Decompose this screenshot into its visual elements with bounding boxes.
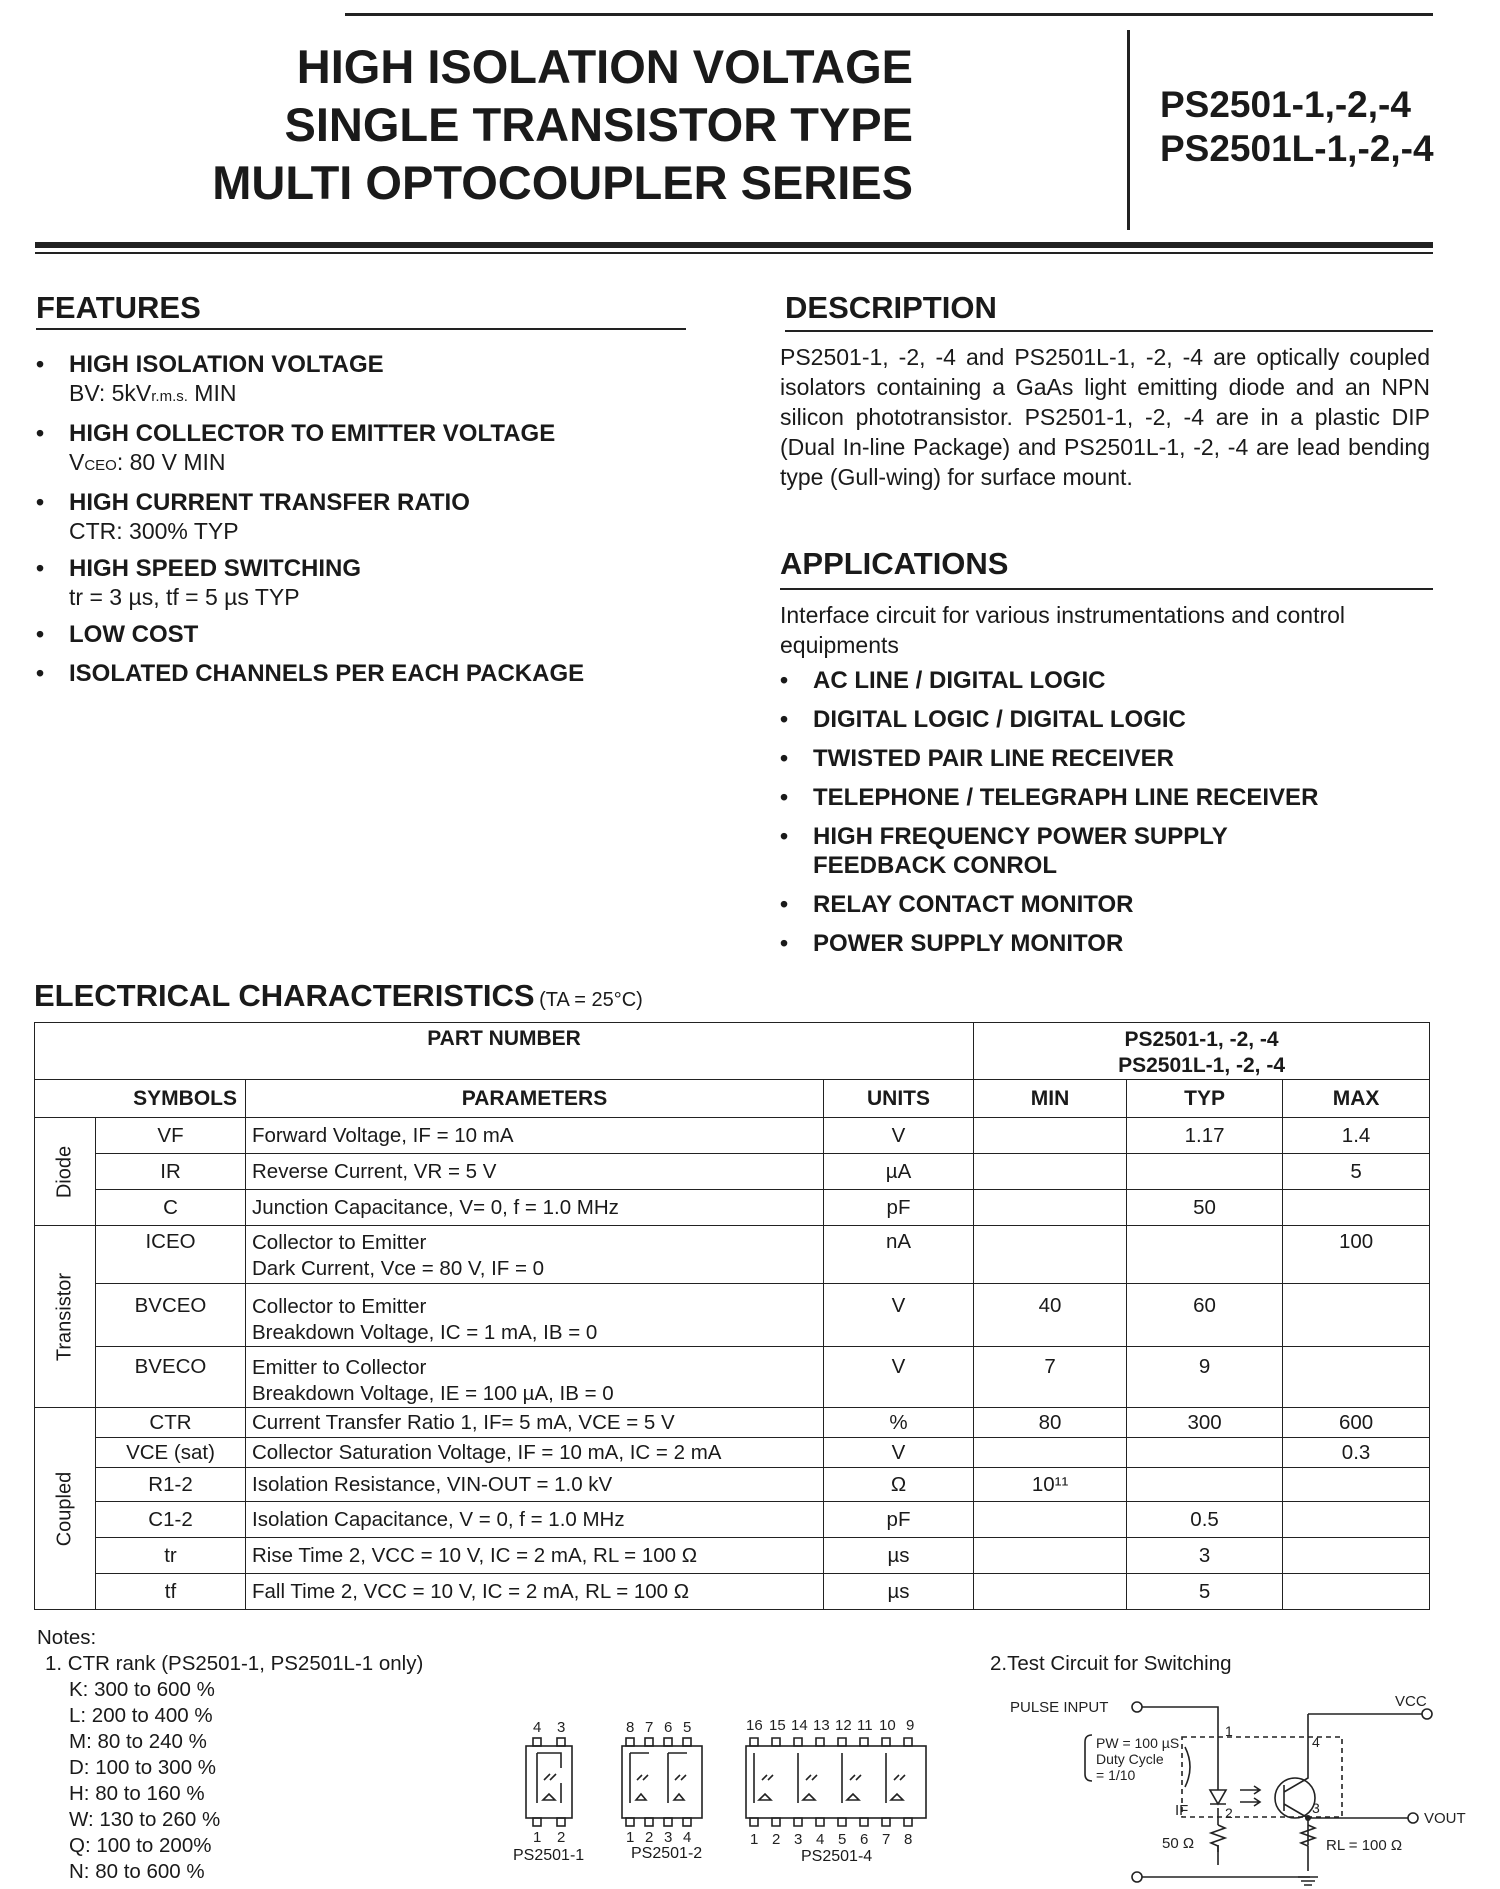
pin-number: 8 xyxy=(904,1831,913,1848)
cell-unit: Ω xyxy=(824,1468,974,1502)
package-body xyxy=(526,1746,572,1818)
pin-number: 6 xyxy=(860,1831,869,1848)
cell-typ: 1.17 xyxy=(1127,1118,1283,1154)
pin-number: 4 xyxy=(816,1831,825,1848)
document-title xyxy=(212,38,913,212)
pin-stub xyxy=(645,1818,653,1826)
cell-max xyxy=(1283,1574,1430,1610)
cell-parameter: Junction Capacitance, V= 0, f = 1.0 MHz xyxy=(246,1190,824,1226)
cell-typ: 3 xyxy=(1127,1538,1283,1574)
light-arrows xyxy=(544,1774,556,1780)
pin-stub xyxy=(683,1738,691,1746)
feature-item: • LOW COST xyxy=(36,620,676,649)
application-item: • DIGITAL LOGIC / DIGITAL LOGIC xyxy=(780,705,1430,734)
cell-min xyxy=(974,1118,1127,1154)
transistor-body xyxy=(1275,1778,1315,1818)
cell-parameter-line: Breakdown Voltage, IE = 100 µA, IB = 0 xyxy=(252,1382,614,1405)
part-number-label: PART NUMBER xyxy=(35,1023,974,1080)
cell-max xyxy=(1283,1538,1430,1574)
cell-typ: 60 xyxy=(1127,1284,1283,1347)
package-label: PS2501-4 xyxy=(801,1848,873,1865)
pin-number: 1 xyxy=(533,1829,542,1846)
part-numbers xyxy=(1160,83,1434,171)
circuit-pin-number: 2 xyxy=(1225,1805,1233,1821)
cell-symbol: VF xyxy=(96,1118,246,1154)
group-label-text: Coupled xyxy=(53,1471,76,1546)
header-bottom-rule xyxy=(35,242,1433,248)
table-row xyxy=(35,1468,1430,1502)
cell-typ xyxy=(1127,1154,1283,1190)
part-number-1: PS2501-1,-2,-4 xyxy=(1160,84,1411,125)
table-row xyxy=(35,1118,1430,1154)
cell-min: 10¹¹ xyxy=(974,1468,1127,1502)
feature-item: • HIGH ISOLATION VOLTAGE BV: 5kVr.m.s. MIN xyxy=(36,350,676,411)
circuit-duty: Duty Cycle xyxy=(1096,1751,1164,1767)
pin-number: 14 xyxy=(791,1717,808,1734)
pin-stub xyxy=(683,1818,691,1826)
package-ps2501-2 xyxy=(622,1738,702,1826)
group-label-text: Transistor xyxy=(53,1272,76,1361)
application-item: • TELEPHONE / TELEGRAPH LINE RECEIVER xyxy=(780,783,1430,812)
cell-unit: µs xyxy=(824,1574,974,1610)
cell-symbol: IR xyxy=(96,1154,246,1190)
header-bottom-thin-rule xyxy=(35,252,1433,254)
cell-symbol: CTR xyxy=(96,1408,246,1438)
application-item: • RELAY CONTACT MONITOR xyxy=(780,890,1430,919)
cell-parameter-line: Collector to Emitter xyxy=(252,1295,427,1318)
table-row xyxy=(35,1538,1430,1574)
application-item: • POWER SUPPLY MONITOR xyxy=(780,929,1430,958)
cell-parameter xyxy=(246,1347,824,1408)
light-arrows xyxy=(637,1775,686,1780)
col-parameters: PARAMETERS xyxy=(246,1080,824,1118)
cell-min: 7 xyxy=(974,1347,1127,1408)
group-label-coupled xyxy=(35,1408,96,1610)
package-label: PS2501-1 xyxy=(513,1847,585,1864)
circuit-r50: 50 Ω xyxy=(1162,1835,1195,1852)
cell-symbol: tr xyxy=(96,1538,246,1574)
internal-wiring xyxy=(754,1753,886,1803)
cell-min xyxy=(974,1574,1127,1610)
pin-stub xyxy=(626,1738,634,1746)
cell-parameter: Reverse Current, VR = 5 V xyxy=(246,1154,824,1190)
feature-detail xyxy=(69,448,676,480)
feature-detail-text: V xyxy=(69,449,85,475)
pin-stubs-top xyxy=(750,1738,912,1746)
cell-parameter-line: Emitter to Collector xyxy=(252,1356,427,1379)
table-row xyxy=(35,1408,1430,1438)
vout-terminal xyxy=(1408,1813,1418,1823)
electrical-title-block xyxy=(34,978,643,1014)
led-symbol xyxy=(759,1794,903,1800)
pin-number: 16 xyxy=(746,1717,763,1734)
cell-max xyxy=(1283,1347,1430,1408)
feature-detail xyxy=(69,379,676,411)
pin-stub xyxy=(664,1738,672,1746)
group-label-diode xyxy=(35,1118,96,1226)
notes-heading: Notes: xyxy=(37,1626,97,1649)
description-rule xyxy=(785,330,1433,332)
cell-min xyxy=(974,1502,1127,1538)
cell-parameter-line: Breakdown Voltage, IC = 1 mA, IB = 0 xyxy=(252,1321,598,1344)
pin-number: 2 xyxy=(772,1831,781,1848)
ctr-rank-item: W: 130 to 260 % xyxy=(69,1808,221,1831)
description-heading: DESCRIPTION xyxy=(785,290,997,325)
package-body xyxy=(622,1746,702,1818)
features-rule xyxy=(36,328,686,330)
circuit-pulse-input: PULSE INPUT xyxy=(1010,1699,1109,1716)
feature-title: ISOLATED CHANNELS PER EACH PACKAGE xyxy=(69,660,585,687)
cell-max: 100 xyxy=(1283,1226,1430,1284)
title-line-3: MULTI OPTOCOUPLER SERIES xyxy=(212,156,913,209)
pin-number: 12 xyxy=(835,1717,852,1734)
cell-symbol: BVECO xyxy=(96,1347,246,1408)
package-label: PS2501-2 xyxy=(631,1845,703,1862)
pin-stub xyxy=(557,1738,565,1746)
electrical-condition: (TA = 25°C) xyxy=(539,989,643,1011)
feature-detail-text: BV: 5kV xyxy=(69,380,152,406)
pin-number: 1 xyxy=(626,1829,635,1846)
cell-unit: pF xyxy=(824,1502,974,1538)
feature-detail-text: : 80 V MIN xyxy=(116,449,226,475)
cell-parameter: Rise Time 2, VCC = 10 V, IC = 2 mA, RL = 100 Ω xyxy=(246,1538,824,1574)
col-symbols: SYMBOLS xyxy=(35,1080,246,1118)
pin-number: 4 xyxy=(533,1719,542,1736)
cell-min: 80 xyxy=(974,1408,1127,1438)
pin-stub xyxy=(533,1738,541,1746)
pin-stub xyxy=(664,1818,672,1826)
cell-typ: 9 xyxy=(1127,1347,1283,1408)
electrical-title: ELECTRICAL CHARACTERISTICS xyxy=(34,978,535,1013)
circuit-duty-value: = 1/10 xyxy=(1096,1767,1136,1783)
pin-number: 1 xyxy=(750,1831,759,1848)
cell-unit: pF xyxy=(824,1190,974,1226)
pin-number: 3 xyxy=(664,1829,673,1846)
cell-typ: 0.5 xyxy=(1127,1502,1283,1538)
feature-item: • HIGH COLLECTOR TO EMITTER VOLTAGE VCEO: 80 V MIN xyxy=(36,419,676,480)
pin-number: 11 xyxy=(857,1717,873,1734)
cell-min: 40 xyxy=(974,1284,1127,1347)
light-arrows xyxy=(762,1775,905,1780)
applications-intro: Interface circuit for various instrumentations and control equipments xyxy=(780,602,1346,658)
cell-min xyxy=(974,1154,1127,1190)
col-min: MIN xyxy=(974,1080,1127,1118)
junction-dot xyxy=(1305,1815,1311,1821)
pin-number: 7 xyxy=(645,1719,654,1736)
ground-symbol xyxy=(1298,1877,1318,1885)
ground-terminal-left xyxy=(1132,1872,1142,1882)
cell-parameter: Isolation Resistance, VIN-OUT = 1.0 kV xyxy=(246,1468,824,1502)
cell-typ xyxy=(1127,1226,1283,1284)
part-number-value xyxy=(974,1023,1430,1080)
pin-number: 9 xyxy=(906,1717,915,1734)
col-typ: TYP xyxy=(1127,1080,1283,1118)
title-line-1: HIGH ISOLATION VOLTAGE xyxy=(296,40,913,93)
cell-typ xyxy=(1127,1438,1283,1468)
applications-heading: APPLICATIONS xyxy=(780,546,1009,581)
package-ps2501-4 xyxy=(746,1738,926,1826)
light-arrows xyxy=(1240,1786,1260,1806)
pin-number: 2 xyxy=(557,1829,566,1846)
cell-typ xyxy=(1127,1468,1283,1502)
cell-max: 0.3 xyxy=(1283,1438,1430,1468)
circuit-pin-number: 1 xyxy=(1225,1723,1233,1739)
cell-min xyxy=(974,1538,1127,1574)
cell-max xyxy=(1283,1468,1430,1502)
cell-min xyxy=(974,1226,1127,1284)
cell-max xyxy=(1283,1190,1430,1226)
test-circuit-diagram xyxy=(1010,1690,1466,1885)
cell-unit: V xyxy=(824,1118,974,1154)
group-label-text: Diode xyxy=(53,1145,76,1198)
cell-parameter xyxy=(246,1226,824,1284)
note-2: 2.Test Circuit for Switching xyxy=(990,1652,1232,1675)
cell-unit: V xyxy=(824,1347,974,1408)
feature-title: HIGH CURRENT TRANSFER RATIO xyxy=(69,489,470,516)
electrical-characteristics-table xyxy=(34,1022,1430,1610)
application-label: POWER SUPPLY MONITOR xyxy=(813,930,1124,957)
pin-number: 2 xyxy=(645,1829,654,1846)
cell-unit: % xyxy=(824,1408,974,1438)
table-row xyxy=(35,1438,1430,1468)
cell-parameter: Fall Time 2, VCC = 10 V, IC = 2 mA, RL = 100 Ω xyxy=(246,1574,824,1610)
feature-title: HIGH SPEED SWITCHING xyxy=(69,555,362,582)
circuit-vcc: VCC xyxy=(1395,1693,1427,1710)
led-symbol xyxy=(636,1794,684,1800)
header-divider xyxy=(1127,30,1130,230)
pin-number: 5 xyxy=(838,1831,847,1848)
application-item: • HIGH FREQUENCY POWER SUPPLY FEEDBACK CONROL xyxy=(780,822,1283,880)
part-number-2: PS2501L-1,-2,-4 xyxy=(1160,128,1434,169)
feature-detail-sub: r.m.s. xyxy=(151,388,188,405)
package-body xyxy=(746,1746,926,1818)
feature-title: HIGH COLLECTOR TO EMITTER VOLTAGE xyxy=(69,420,556,447)
application-label: TWISTED PAIR LINE RECEIVER xyxy=(813,745,1174,772)
pin-number: 10 xyxy=(879,1717,896,1734)
cell-unit: V xyxy=(824,1284,974,1347)
pin-number: 13 xyxy=(813,1717,830,1734)
circuit-wiring xyxy=(1085,1702,1432,1885)
cell-unit: µA xyxy=(824,1154,974,1190)
cell-parameter-line: Dark Current, Vce = 80 V, IF = 0 xyxy=(252,1257,545,1280)
pin-stub xyxy=(645,1738,653,1746)
cell-typ: 50 xyxy=(1127,1190,1283,1226)
table-row xyxy=(35,1226,1430,1284)
table-row xyxy=(35,1154,1430,1190)
internal-wiring xyxy=(537,1753,561,1803)
cell-min xyxy=(974,1438,1127,1468)
cell-max: 1.4 xyxy=(1283,1118,1430,1154)
pin-number: 3 xyxy=(557,1719,566,1736)
pin-stub xyxy=(626,1818,634,1826)
ctr-rank-item: H: 80 to 160 % xyxy=(69,1782,205,1805)
feature-item: • HIGH CURRENT TRANSFER RATIO CTR: 300% TYP xyxy=(36,488,676,546)
application-item: • AC LINE / DIGITAL LOGIC xyxy=(780,666,1430,695)
ctr-rank-item: Q: 100 to 200% xyxy=(69,1834,212,1857)
cell-max xyxy=(1283,1502,1430,1538)
group-label-transistor xyxy=(35,1226,96,1408)
current-arrow xyxy=(1185,1747,1190,1787)
table-header-row xyxy=(35,1080,1430,1118)
features-list xyxy=(36,350,676,688)
led-symbol xyxy=(1210,1790,1226,1804)
pulse-bracket xyxy=(1085,1735,1092,1781)
pin-stub xyxy=(557,1818,565,1826)
package-ps2501-1 xyxy=(526,1738,572,1826)
cell-symbol: C xyxy=(96,1190,246,1226)
ctr-rank-item: D: 100 to 300 % xyxy=(69,1756,217,1779)
circuit-pin-number: 4 xyxy=(1312,1734,1320,1750)
table-row xyxy=(35,1023,1430,1080)
ctr-rank-list xyxy=(37,1677,423,1885)
cell-symbol: C1-2 xyxy=(96,1502,246,1538)
feature-title: LOW COST xyxy=(69,621,199,648)
features-heading: FEATURES xyxy=(36,290,201,325)
table-row xyxy=(35,1190,1430,1226)
feature-item: • HIGH SPEED SWITCHING tr = 3 µs, tf = 5 µs TYP xyxy=(36,554,676,612)
table-row xyxy=(35,1284,1430,1347)
pin-number: 3 xyxy=(794,1831,803,1848)
cell-symbol: tf xyxy=(96,1574,246,1610)
led-symbol xyxy=(543,1794,555,1800)
feature-detail: tr = 3 µs, tf = 5 µs TYP xyxy=(69,584,300,610)
cell-parameter xyxy=(246,1284,824,1347)
cell-unit: V xyxy=(824,1438,974,1468)
input-terminal xyxy=(1132,1702,1142,1712)
note-1: 1. CTR rank (PS2501-1, PS2501L-1 only) xyxy=(45,1652,424,1675)
cell-unit: µs xyxy=(824,1538,974,1574)
pin-stub xyxy=(533,1818,541,1826)
part-number-value-line: PS2501-1, -2, -4 xyxy=(1124,1028,1279,1051)
cell-parameter: Collector Saturation Voltage, IF = 10 mA, IC = 2 mA xyxy=(246,1438,824,1468)
pin-number: 5 xyxy=(683,1719,692,1736)
cell-symbol: R1-2 xyxy=(96,1468,246,1502)
feature-detail: CTR: 300% TYP xyxy=(69,518,239,544)
application-label: RELAY CONTACT MONITOR xyxy=(813,891,1134,918)
cell-symbol: VCE (sat) xyxy=(96,1438,246,1468)
application-label: HIGH FREQUENCY POWER SUPPLY FEEDBACK CONROL xyxy=(813,823,1228,879)
table-row xyxy=(35,1347,1430,1408)
cell-min xyxy=(974,1190,1127,1226)
circuit-if: IF xyxy=(1175,1802,1189,1819)
ctr-rank-item: M: 80 to 240 % xyxy=(69,1730,207,1753)
cell-max xyxy=(1283,1284,1430,1347)
cell-unit: nA xyxy=(824,1226,974,1284)
header-top-rule xyxy=(345,13,1433,16)
circuit-rl: RL = 100 Ω xyxy=(1326,1837,1403,1854)
cell-parameter: Forward Voltage, IF = 10 mA xyxy=(246,1118,824,1154)
applications-section xyxy=(780,600,1430,958)
applications-rule xyxy=(780,588,1433,590)
cell-max: 600 xyxy=(1283,1408,1430,1438)
feature-detail-sub: CEO xyxy=(84,457,117,474)
application-label: TELEPHONE / TELEGRAPH LINE RECEIVER xyxy=(813,784,1319,811)
cell-parameter-line: Collector to Emitter xyxy=(252,1231,427,1254)
application-item: • TWISTED PAIR LINE RECEIVER xyxy=(780,744,1430,773)
col-units: UNITS xyxy=(824,1080,974,1118)
circuit-pw: PW = 100 µS xyxy=(1096,1735,1180,1751)
ctr-rank-item: L: 200 to 400 % xyxy=(69,1704,213,1727)
application-label: AC LINE / DIGITAL LOGIC xyxy=(813,667,1106,694)
pin-number: 6 xyxy=(664,1719,673,1736)
cell-symbol: BVCEO xyxy=(96,1284,246,1347)
pin-number: 7 xyxy=(882,1831,891,1848)
cell-typ: 5 xyxy=(1127,1574,1283,1610)
cell-max: 5 xyxy=(1283,1154,1430,1190)
pin-number: 4 xyxy=(683,1829,692,1846)
resistor-50 xyxy=(1211,1825,1225,1852)
notes-block xyxy=(37,1625,423,1885)
col-max: MAX xyxy=(1283,1080,1430,1118)
feature-title: HIGH ISOLATION VOLTAGE xyxy=(69,351,384,378)
cell-symbol: ICEO xyxy=(96,1226,246,1284)
circuit-vout: VOUT xyxy=(1424,1810,1466,1827)
table-row xyxy=(35,1502,1430,1538)
circuit-pin-number: 3 xyxy=(1312,1800,1320,1816)
vcc-terminal xyxy=(1422,1709,1432,1719)
title-line-2: SINGLE TRANSISTOR TYPE xyxy=(284,98,913,151)
cell-typ: 300 xyxy=(1127,1408,1283,1438)
ctr-rank-item: K: 300 to 600 % xyxy=(69,1678,215,1701)
table-row xyxy=(35,1574,1430,1610)
feature-item: • ISOLATED CHANNELS PER EACH PACKAGE xyxy=(36,659,676,688)
description-text: PS2501-1, -2, -4 and PS2501L-1, -2, -4 are optically coupled isolators containing a GaAs light emitting diode and an NPN silicon phototransistor. PS2501-1, -2, -4 are in a plastic DIP (Dual In-line Package) and PS2501L-1, -2, -4 are lead bending type (Gull-wing) for surface mount. xyxy=(780,344,1430,490)
ctr-rank-item: N: 80 to 600 % xyxy=(69,1860,205,1883)
pin-stubs-bottom xyxy=(750,1818,912,1826)
part-number-value-line: PS2501L-1, -2, -4 xyxy=(1118,1054,1286,1077)
feature-detail-text: MIN xyxy=(187,380,237,406)
application-label: DIGITAL LOGIC / DIGITAL LOGIC xyxy=(813,706,1186,733)
cell-parameter: Isolation Capacitance, V = 0, f = 1.0 MHz xyxy=(246,1502,824,1538)
cell-parameter: Current Transfer Ratio 1, IF= 5 mA, VCE = 5 V xyxy=(246,1408,824,1438)
pin-number: 15 xyxy=(769,1717,786,1734)
pin-number: 8 xyxy=(626,1719,635,1736)
pin-numbers xyxy=(533,1717,914,1848)
